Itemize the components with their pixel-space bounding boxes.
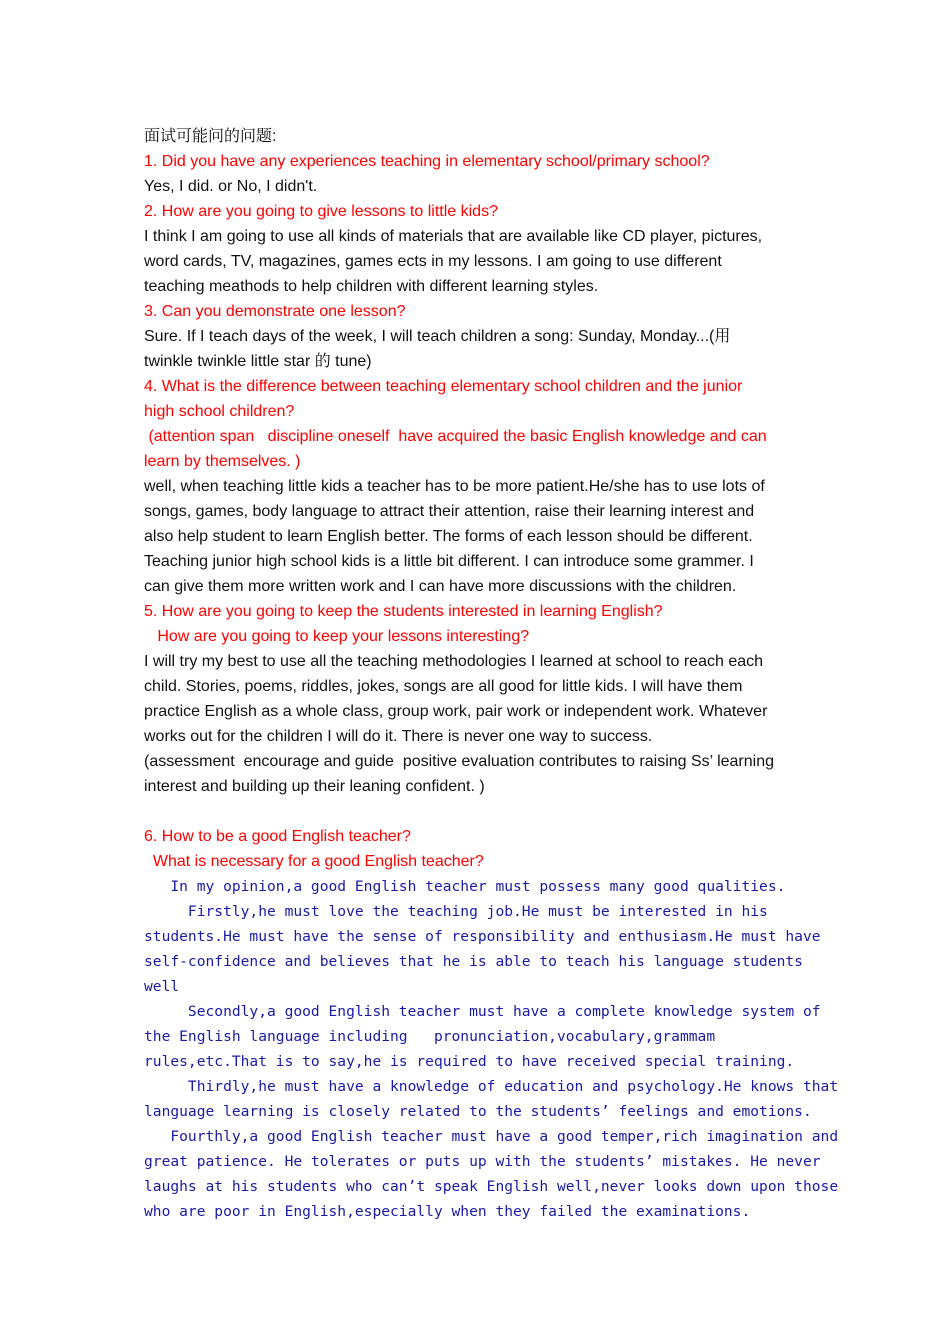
answer-4-line: well, when teaching little kids a teacher has to be more patient.He/she has to use lots of: [144, 478, 765, 495]
question-1: 1. Did you have any experiences teaching in elementary school/primary school?: [144, 153, 710, 170]
answer-3-line: twinkle twinkle little star 的 tune): [144, 353, 372, 370]
answer-2-line: I think I am going to use all kinds of materials that are available like CD player, pictures,: [144, 228, 763, 245]
answer-3-line: Sure. If I teach days of the week, I will teach children a song: Sunday, Monday...(用: [144, 328, 731, 345]
hint-4-line: (attention span discipline oneself have acquired the basic English knowledge and can: [144, 428, 767, 445]
answer-5-line: practice English as a whole class, group work, pair work or independent work. Whatever: [144, 703, 768, 720]
essay-line: In my opinion,a good English teacher must possess many good qualities.: [144, 878, 786, 895]
essay-line: Fourthly,a good English teacher must have a good temper,rich imagination and: [144, 1128, 839, 1145]
answer-2-line: teaching meathods to help children with different learning styles.: [144, 278, 599, 295]
hint-4-line: learn by themselves. ): [144, 453, 301, 470]
question-3: 3. Can you demonstrate one lesson?: [144, 303, 406, 320]
question-5-line: 5. How are you going to keep the students interested in learning English?: [144, 603, 663, 620]
answer-1-line: Yes, I did. or No, I didn't.: [144, 178, 318, 195]
answer-4-line: also help student to learn English better. The forms of each lesson should be different.: [144, 528, 753, 545]
question-6-line: 6. How to be a good English teacher?: [144, 828, 411, 845]
answer-5-line: (assessment encourage and guide positive evaluation contributes to raising Ss’ learning: [144, 753, 774, 770]
answer-5-line: child. Stories, poems, riddles, jokes, songs are all good for little kids. I will have them: [144, 678, 743, 695]
answer-4-line: Teaching junior high school kids is a little bit different. I can introduce some grammer. I: [144, 553, 754, 570]
blank-line: [144, 799, 814, 824]
answer-4-line: can give them more written work and I can have more discussions with the children.: [144, 578, 737, 595]
answer-5-line: works out for the children I will do it. There is never one way to success.: [144, 728, 653, 745]
answer-4-line: songs, games, body language to attract their attention, raise their learning interest and: [144, 503, 755, 520]
essay-line: Thirdly,he must have a knowledge of education and psychology.He knows that: [144, 1078, 839, 1095]
essay-line: Secondly,a good English teacher must have a complete knowledge system of: [144, 1003, 821, 1020]
question-4-line: 4. What is the difference between teaching elementary school children and the junior: [144, 378, 743, 395]
essay-line: rules,etc.That is to say,he is required to have received special training.: [144, 1053, 795, 1070]
essay-line: laughs at his students who can’t speak English well,never looks down upon those: [144, 1178, 839, 1195]
answer-5-line: I will try my best to use all the teaching methodologies I learned at school to reach each: [144, 653, 764, 670]
essay-line: language learning is closely related to the students’ feelings and emotions.: [144, 1103, 812, 1120]
essay-line: students.He must have the sense of responsibility and enthusiasm.He must have: [144, 928, 821, 945]
question-5-line: How are you going to keep your lessons interesting?: [144, 628, 530, 645]
essay-line: well: [144, 978, 180, 995]
essay-line: self-confidence and believes that he is able to teach his language students: [144, 953, 803, 970]
page-heading: 面试可能问的问题:: [144, 128, 277, 145]
question-6-line: What is necessary for a good English teacher?: [144, 853, 484, 870]
question-4-line: high school children?: [144, 403, 295, 420]
essay-line: who are poor in English,especially when they failed the examinations.: [144, 1203, 751, 1220]
question-2: 2. How are you going to give lessons to little kids?: [144, 203, 498, 220]
document-page: [144, 124, 839, 1224]
essay-line: Firstly,he must love the teaching job.He must be interested in his: [144, 903, 768, 920]
essay-line: great patience. He tolerates or puts up with the students’ mistakes. He never: [144, 1153, 821, 1170]
answer-5-line: interest and building up their leaning confident. ): [144, 778, 485, 795]
essay-line: the English language including pronunciation,vocabulary,grammam: [144, 1028, 716, 1045]
answer-2-line: word cards, TV, magazines, games ects in my lessons. I am going to use different: [144, 253, 722, 270]
